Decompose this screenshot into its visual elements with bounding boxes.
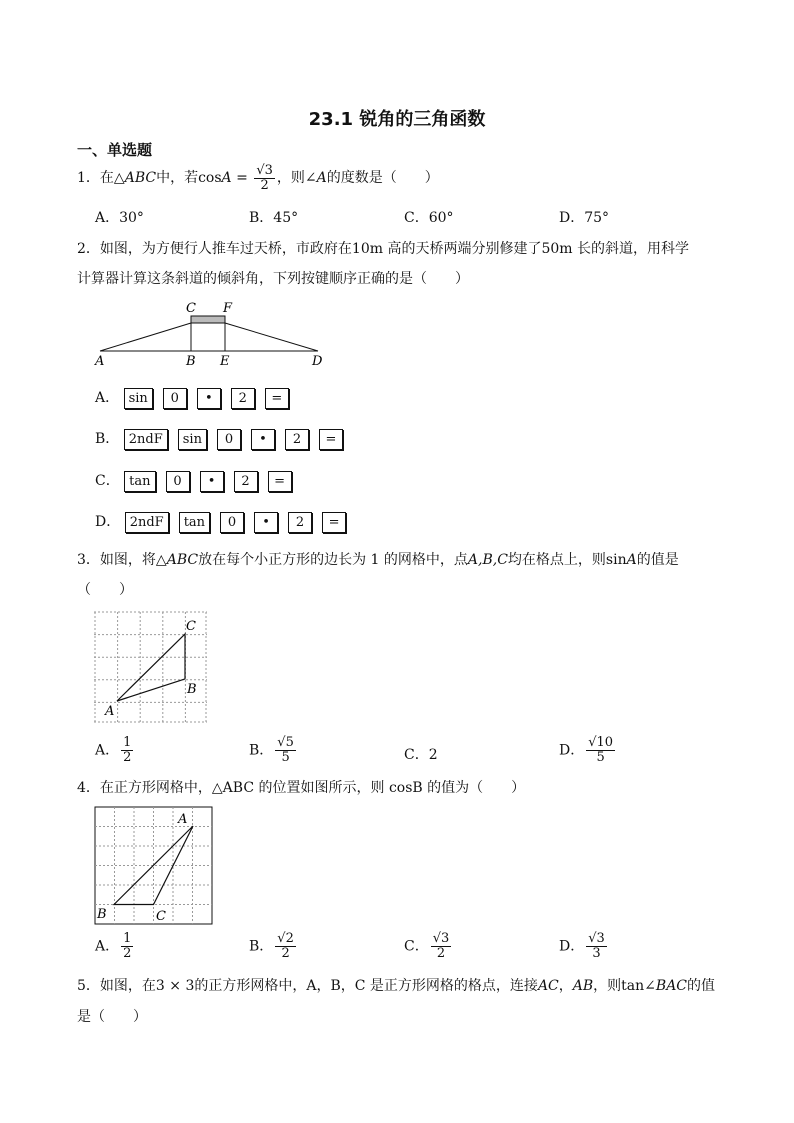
q4-opt-a-den: 2 [123,946,132,961]
key-2ndf: 2ndF [124,429,168,450]
key-2: 2 [288,512,312,533]
q5-text-a: 5．如图，在 [77,978,156,994]
q4-opt-b-num: √2 [277,931,294,946]
q5-ac: AC [537,978,559,994]
key-0: 0 [217,429,241,450]
q4-label-c: C [156,909,166,924]
q4-option-a-letter: A． [95,938,120,955]
q3-option-d-letter: D． [559,742,585,759]
q5-tan: tan∠ [621,978,656,994]
q3-opt-c-value: 2 [428,747,438,763]
key-2ndf: 2ndF [125,512,169,533]
key-2: 2 [234,471,258,492]
q3-opt-d-den: 5 [596,750,605,765]
key-sin: sin [124,388,153,409]
key-tan: tan [124,471,155,492]
q3-grid-figure [93,610,211,725]
q2-label-e: E [220,354,230,369]
q4-line-1: 4．在正方形网格中，△ABC 的位置如图所示，则 cosB 的值为（ ） [77,780,526,796]
q4-opt-c-num: √3 [432,931,450,946]
q3-var-a: A [626,552,637,568]
q3-label-a: A [105,704,115,719]
question-1 [77,163,439,193]
q5-text-c: ，则 [593,978,622,994]
q4-option-c [404,932,453,961]
q3-option-c [404,744,438,764]
q3-opt-d-num: √10 [588,735,614,750]
key-0: 0 [163,388,187,409]
q3-opt-b-num: √5 [277,735,294,750]
q2-option-a-letter: A． [95,390,120,406]
q5-line-1 [77,971,715,1001]
q1-option-c: C．60° [404,210,454,226]
q5-text-d: 的值 [687,978,716,994]
q5-bac: BAC [655,978,688,994]
q3-opt-a-den: 2 [123,750,132,765]
q2-option-d [95,511,356,533]
q2-bridge-figure [90,298,340,370]
q3-sin: sin [605,552,627,568]
key-equals: = [265,388,289,409]
q3-option-d [559,736,617,765]
q1-equals: = [231,170,253,186]
q1-fraction [254,164,275,193]
key-dot: • [251,429,275,450]
q2-line-1: 2．如图，为方便行人推车过天桥，市政府在10m 高的天桥两端分别修建了50m 长的斜道，用科学 [77,241,689,257]
q3-label-c: C [186,619,196,634]
key-equals: = [319,429,343,450]
section-heading: 一、单选题 [77,141,153,159]
q4-opt-b-den: 2 [281,946,290,961]
q2-bridge-deck [191,316,225,323]
q1-abc: ABC [124,170,157,186]
q1-frac-num: √3 [256,162,273,178]
q5-dims: 3 × 3 [155,978,195,994]
q3-line-2: （ ） [77,582,133,598]
q2-line-2: 计算器计算这条斜道的倾斜角，下列按键顺序正确的是（ ） [77,271,469,287]
q2-option-b [95,428,353,450]
q2-label-c: C [186,301,196,316]
q2-option-a [95,387,299,409]
q3-option-a [95,736,135,765]
q3-abc: ABC [166,552,199,568]
q4-opt-d-den: 3 [592,946,601,961]
q3-text-a: 3．如图，将 [77,552,156,568]
q4-option-b [249,932,298,961]
q4-grid-figure [93,805,215,927]
q4-opt-c-den: 2 [436,946,446,961]
q3-triangle [117,634,185,701]
q1-var-a2: A [316,170,327,186]
q3-triangle-symbol: △ [155,552,167,568]
key-equals: = [322,512,346,533]
q4-opt-d-num: √3 [588,931,605,946]
q1-text: 在 [99,170,114,186]
q1-text-post1: ，则∠ [276,170,317,186]
q4-opt-a-num: 1 [123,931,132,946]
q3-option-b [249,736,298,765]
key-tan: tan [179,512,210,533]
q2-label-b: B [186,354,196,369]
key-dot: • [197,388,221,409]
q2-label-f: F [223,301,233,316]
q5-ab: AB [572,978,594,994]
q3-label-b: B [187,682,197,697]
q3-opt-a-num: 1 [123,735,132,750]
q2-ramp-left [100,323,191,351]
q3-text-d: 的值是 [636,552,679,568]
q4-option-c-letter: C． [404,938,429,955]
q4-option-d [559,932,609,961]
q3-text-c: 均在格点上，则 [507,552,606,568]
key-dot: • [254,512,278,533]
q1-text-post3: 的度数是（ ） [326,170,439,186]
q2-option-c-letter: C． [95,473,120,489]
key-dot: • [200,471,224,492]
key-2: 2 [285,429,309,450]
q2-label-d: D [312,354,323,369]
q1-option-b: B．45° [249,210,299,226]
q3-text-b: 放在每个小正方形的边长为 1 的网格中，点 [198,552,468,568]
q4-label-a: A [178,812,188,827]
q3-opt-b-den: 5 [281,750,290,765]
q5-comma: ， [558,978,573,994]
q1-number: 1． [77,170,100,186]
q2-ramp-right [225,323,318,351]
q2-option-c [95,470,302,492]
q4-label-b: B [97,907,107,922]
key-0: 0 [166,471,190,492]
q2-option-d-letter: D． [95,514,121,530]
q3-option-a-letter: A． [95,742,120,759]
q4-option-a [95,932,135,961]
q1-triangle-symbol: △ [113,170,125,186]
q5-line-2: 是（ ） [77,1009,147,1025]
key-0: 0 [220,512,244,533]
q1-option-a: A．30° [95,210,144,226]
q2-option-b-letter: B． [95,431,120,447]
q1-text-mid: 中，若 [156,170,199,186]
q3-points: A,B,C [467,552,508,568]
key-2: 2 [231,388,255,409]
q4-option-d-letter: D． [559,938,585,955]
q3-option-b-letter: B． [249,742,274,759]
q2-label-a: A [95,354,105,369]
q1-option-d: D．75° [559,210,610,226]
key-equals: = [268,471,292,492]
q1-var-a: A [221,170,232,186]
q3-option-c-letter: C． [404,747,429,763]
q3-line-1 [77,545,679,575]
q5-text-b: 的正方形网格中，A，B，C 是正方形网格的格点，连接 [194,978,538,994]
q1-frac-den: 2 [260,177,269,193]
q1-cos: cos [198,170,222,186]
key-sin: sin [178,429,207,450]
q4-option-b-letter: B． [249,938,274,955]
page-title: 23.1 锐角的三角函数 [308,109,486,130]
